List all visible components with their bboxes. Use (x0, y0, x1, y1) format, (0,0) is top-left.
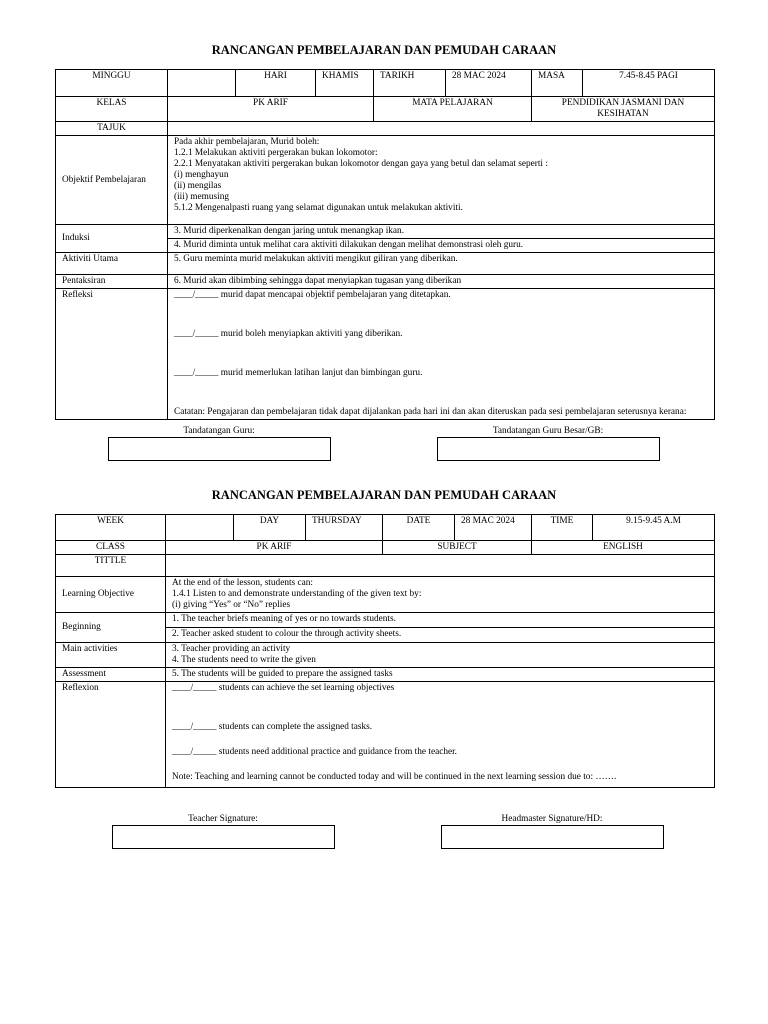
tittle-label: TITTLE (56, 555, 166, 577)
reflexion-label: Reflexion (56, 682, 166, 788)
refleksi-line: ____/_____ murid dapat mencapai objektif pembelajaran yang ditetapkan. (174, 290, 451, 300)
masa-value[interactable]: 7.45-8.45 PAGI (583, 70, 715, 97)
aktiviti-label: Aktiviti Utama (56, 253, 168, 275)
subjek-label: MATA PELAJARAN (374, 97, 532, 122)
objektif-content[interactable] (168, 136, 715, 225)
date-value[interactable]: 28 MAC 2024 (455, 515, 532, 541)
main-activities-content[interactable] (166, 643, 715, 668)
refleksi-line: ____/_____ murid boleh menyiapkan aktiviti yang diberikan. (174, 329, 403, 339)
english-title: RANCANGAN PEMBELAJARAN DAN PEMUDAH CARAAN (211, 488, 557, 502)
objective-line: 1.4.1 Listen to and demonstrate understanding of the given text by: (172, 589, 422, 599)
subject-label: SUBJECT (383, 541, 532, 555)
minggu-label: MINGGU (56, 70, 168, 97)
main-activity-line: 4. The students need to write the given (172, 655, 316, 665)
refleksi-label: Refleksi (56, 289, 168, 420)
objektif-line: 1.2.1 Melakukan aktiviti pergerakan bukan lokomotor: (174, 148, 378, 158)
assessment-line-1[interactable]: 5. The students will be guided to prepare the assigned tasks (166, 668, 715, 682)
week-value[interactable] (166, 515, 234, 541)
reflexion-content[interactable] (166, 682, 715, 788)
beginning-line-2[interactable]: 2. Teacher asked student to colour the through activity sheets. (166, 628, 715, 643)
induksi-line-1[interactable]: 3. Murid diperkenalkan dengan jaring untuk menangkap ikan. (168, 225, 715, 239)
objective-line: (i) giving “Yes” or “No” replies (172, 600, 291, 610)
signature-gb-label: Tandatangan Guru Besar/GB: (492, 426, 604, 436)
reflexion-line: ____/_____ students can complete the assigned tasks. (172, 722, 373, 732)
induksi-line-2[interactable]: 4. Murid diminta untuk melihat cara aktiviti dilakukan dengan melihat demonstrasi oleh guru. (168, 239, 715, 253)
beginning-label: Beginning (56, 613, 166, 643)
signature-gb-box[interactable] (437, 437, 660, 461)
subject-value[interactable]: ENGLISH (532, 541, 715, 555)
date-label: DATE (383, 515, 455, 541)
class-value[interactable]: PK ARIF (166, 541, 383, 555)
main-activity-line: 3. Teacher providing an activity (172, 644, 291, 654)
objektif-label: Objektif Pembelajaran (56, 136, 168, 225)
objektif-line: (ii) mengilas (174, 181, 222, 191)
hari-label: HARI (236, 70, 316, 97)
aktiviti-line-1[interactable]: 5. Guru meminta murid melakukan aktiviti mengikut giliran yang diberikan. (168, 253, 715, 275)
subjek-value[interactable]: PENDIDIKAN JASMANI DAN KESIHATAN (532, 97, 715, 122)
tajuk-label: TAJUK (56, 122, 168, 136)
pentaksiran-line-1[interactable]: 6. Murid akan dibimbing sehingga dapat menyiapkan tugasan yang diberikan (168, 275, 715, 289)
refleksi-content[interactable] (168, 289, 715, 420)
main-activities-label: Main activities (56, 643, 166, 668)
objektif-line: 5.1.2 Mengenalpasti ruang yang selamat digunakan untuk melakukan aktiviti. (174, 203, 463, 213)
headmaster-signature-box[interactable] (441, 825, 664, 849)
reflexion-line: ____/_____ students need additional practice and guidance from the teacher. (172, 747, 458, 757)
masa-label: MASA (532, 70, 583, 97)
malay-lesson-table (55, 69, 715, 420)
headmaster-signature-label: Headmaster Signature/HD: (501, 814, 603, 824)
minggu-value[interactable] (168, 70, 236, 97)
assessment-label: Assessment (56, 668, 166, 682)
tajuk-value[interactable] (168, 122, 715, 136)
kelas-label: KELAS (56, 97, 168, 122)
tittle-value[interactable] (166, 555, 715, 577)
day-value[interactable]: THURSDAY (306, 515, 383, 541)
reflexion-line: ____/_____ students can achieve the set learning objectives (172, 683, 395, 693)
catatan-note: Catatan: Pengajaran dan pembelajaran tidak dapat dijalankan pada hari ini dan akan diteruskan pada sesi pembelajaran seterusnya kerana: (174, 407, 687, 417)
induksi-label: Induksi (56, 225, 168, 253)
time-value[interactable]: 9.15-9.45 A.M (593, 515, 715, 541)
objektif-line: (iii) memusing (174, 192, 230, 202)
objective-line: At the end of the lesson, students can: (172, 578, 313, 588)
objective-content[interactable] (166, 577, 715, 613)
day-label: DAY (234, 515, 306, 541)
signature-guru-label: Tandatangan Guru: (183, 426, 255, 436)
malay-title: RANCANGAN PEMBELAJARAN DAN PEMUDAH CARAAN (211, 43, 557, 57)
hari-value[interactable]: KHAMIS (316, 70, 374, 97)
signature-guru-box[interactable] (108, 437, 331, 461)
teacher-signature-label: Teacher Signature: (188, 814, 258, 824)
time-label: TIME (532, 515, 593, 541)
class-label: CLASS (56, 541, 166, 555)
objektif-line: 2.2.1 Menyatakan aktiviti pergerakan bukan lokomotor dengan gaya yang betul dan selamat seperti : (174, 159, 548, 169)
pentaksiran-label: Pentaksiran (56, 275, 168, 289)
refleksi-line: ____/_____ murid memerlukan latihan lanjut dan bimbingan guru. (174, 368, 423, 378)
week-label: WEEK (56, 515, 166, 541)
teacher-signature-box[interactable] (112, 825, 335, 849)
beginning-line-1[interactable]: 1. The teacher briefs meaning of yes or no towards students. (166, 613, 715, 628)
objektif-line: (i) menghayun (174, 170, 229, 180)
tarikh-label: TARIKH (374, 70, 446, 97)
tarikh-value[interactable]: 28 MAC 2024 (446, 70, 532, 97)
objective-label: Learning Objective (56, 577, 166, 613)
english-lesson-table (55, 514, 715, 788)
objektif-line: Pada akhir pembelajaran, Murid boleh: (174, 137, 320, 147)
kelas-value[interactable]: PK ARIF (168, 97, 374, 122)
note-line: Note: Teaching and learning cannot be conducted today and will be continued in the next learning session due to: ……. (172, 772, 617, 782)
